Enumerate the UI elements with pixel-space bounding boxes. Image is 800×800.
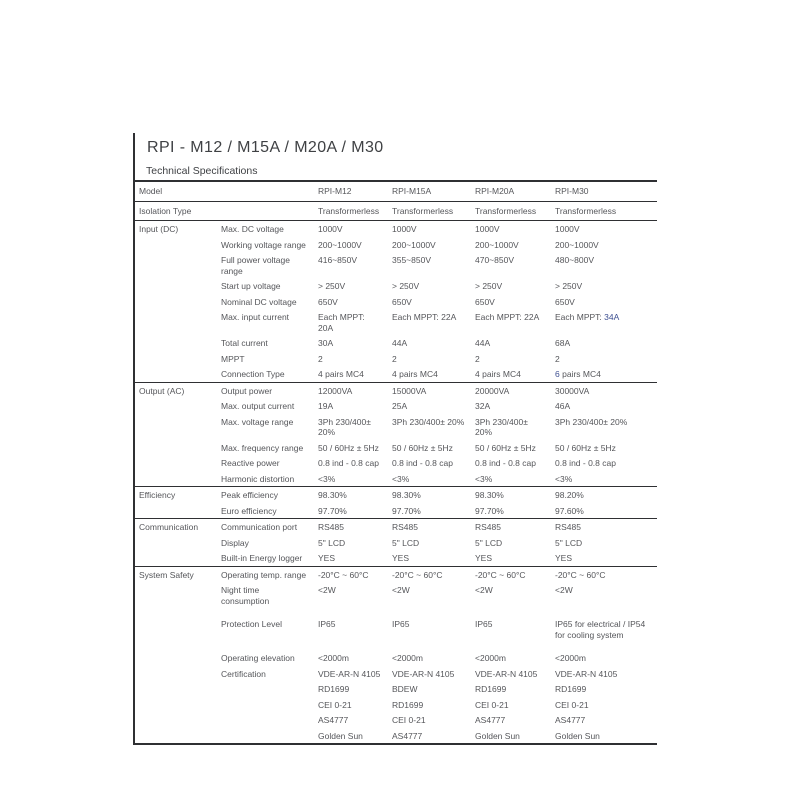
value-cell: 3Ph 230/400± 20% bbox=[475, 416, 528, 437]
value-cell: 2 bbox=[475, 353, 480, 364]
value-cell: YES bbox=[475, 553, 493, 563]
value-cell: RS485 bbox=[392, 522, 418, 532]
value-cell: 200~1000V bbox=[555, 239, 599, 250]
category-cell: Isolation Type bbox=[139, 205, 192, 216]
accent-value: 34A bbox=[604, 312, 620, 322]
value-text: Each MPPT: bbox=[555, 312, 605, 322]
value-cell: 200~1000V bbox=[392, 239, 436, 250]
value-cell: 97.70% bbox=[392, 505, 421, 516]
value-cell: 46A bbox=[555, 401, 571, 411]
value-cell: 30A bbox=[318, 338, 334, 348]
category-cell: Model bbox=[139, 186, 163, 196]
spec-cell: Reactive power bbox=[221, 458, 280, 468]
value-cell: YES bbox=[318, 553, 336, 563]
spec-cell: Total current bbox=[221, 338, 268, 348]
value-cell: 1000V bbox=[392, 224, 417, 234]
value-cell: VDE-AR-N 4105 bbox=[475, 668, 538, 679]
page-title: RPI - M12 / M15A / M20A / M30 bbox=[147, 139, 384, 156]
value-cell: 5" LCD bbox=[318, 537, 346, 548]
value-cell: 3Ph 230/400± 20% bbox=[318, 416, 371, 437]
spec-cell bbox=[221, 681, 318, 697]
value-cell: 650V bbox=[392, 296, 412, 307]
section-output-ac bbox=[135, 382, 657, 487]
value-cell: 98.30% bbox=[318, 490, 347, 500]
value-cell: 416~850V bbox=[318, 255, 357, 265]
value-cell: 44A bbox=[475, 338, 491, 348]
value-cell: CEI 0-21 bbox=[392, 715, 426, 725]
value-cell: 4 pairs MC4 bbox=[392, 369, 438, 379]
spec-cell: Full power voltage range bbox=[221, 255, 290, 276]
value-cell: 30000VA bbox=[555, 385, 590, 396]
section-communication bbox=[135, 519, 657, 567]
value-cell: 0.8 ind - 0.8 cap bbox=[475, 458, 536, 468]
value-cell: IP65 bbox=[392, 619, 410, 629]
value-cell: 44A bbox=[392, 338, 408, 348]
value-cell: AS4777 bbox=[318, 715, 349, 725]
value-cell: 25A bbox=[392, 401, 408, 411]
spec-cell: Peak efficiency bbox=[221, 490, 279, 500]
value-cell bbox=[555, 366, 657, 382]
value-text: pairs MC4 bbox=[559, 369, 601, 379]
value-cell: 355~850V bbox=[392, 255, 431, 265]
value-cell: Each MPPT: 22A bbox=[475, 312, 540, 322]
value-cell: 200~1000V bbox=[475, 239, 519, 250]
spec-cell: Operating temp. range bbox=[221, 569, 307, 580]
spec-cell: Night time consumption bbox=[221, 585, 270, 606]
value-cell: 2 bbox=[555, 353, 560, 364]
value-cell: 50 / 60Hz ± 5Hz bbox=[392, 442, 453, 453]
table-row bbox=[135, 566, 657, 582]
table-row bbox=[135, 181, 657, 201]
value-cell: 480~800V bbox=[555, 255, 594, 265]
value-cell: > 250V bbox=[555, 281, 583, 291]
value-cell: RD1699 bbox=[555, 684, 587, 694]
value-cell: > 250V bbox=[318, 281, 346, 291]
spec-cell: Display bbox=[221, 537, 249, 548]
spec-table bbox=[135, 180, 657, 745]
value-cell: CEI 0-21 bbox=[475, 699, 509, 710]
value-cell: -20°C ~ 60°C bbox=[475, 569, 526, 580]
spec-cell bbox=[221, 712, 318, 728]
value-cell: RPI-M12 bbox=[318, 186, 352, 196]
spec-cell: Certification bbox=[221, 668, 266, 679]
value-cell: 12000VA bbox=[318, 385, 353, 396]
value-cell: AS4777 bbox=[392, 730, 423, 741]
value-cell: Transformerless bbox=[555, 205, 617, 216]
section-isolation-type bbox=[135, 201, 657, 221]
spec-cell bbox=[221, 728, 318, 745]
value-cell: BDEW bbox=[392, 684, 418, 694]
value-cell: 650V bbox=[555, 296, 575, 307]
table-row bbox=[135, 221, 657, 237]
value-cell: CEI 0-21 bbox=[555, 699, 589, 710]
value-cell: 470~850V bbox=[475, 255, 514, 265]
value-cell: <2000m bbox=[555, 653, 586, 663]
value-cell: CEI 0-21 bbox=[318, 699, 352, 710]
spec-cell: Nominal DC voltage bbox=[221, 296, 297, 307]
spec-cell: Start up voltage bbox=[221, 281, 281, 291]
value-cell: <2000m bbox=[392, 653, 423, 663]
value-cell: VDE-AR-N 4105 bbox=[318, 668, 381, 679]
spec-cell: Operating elevation bbox=[221, 653, 295, 663]
value-cell: IP65 bbox=[475, 619, 493, 629]
value-cell: 20000VA bbox=[475, 385, 510, 396]
value-cell: -20°C ~ 60°C bbox=[555, 569, 606, 580]
value-cell bbox=[555, 309, 657, 335]
spec-cell: Max. voltage range bbox=[221, 416, 294, 427]
value-cell: 50 / 60Hz ± 5Hz bbox=[475, 442, 536, 453]
value-cell: Each MPPT: 20A bbox=[318, 312, 365, 333]
value-cell: > 250V bbox=[392, 281, 420, 291]
value-cell: Golden Sun bbox=[318, 730, 363, 741]
section-efficiency bbox=[135, 487, 657, 519]
value-cell: YES bbox=[392, 553, 410, 563]
value-cell: Transformerless bbox=[392, 205, 454, 216]
spec-cell: Communication port bbox=[221, 522, 298, 532]
value-cell: -20°C ~ 60°C bbox=[392, 569, 443, 580]
value-cell: 98.30% bbox=[392, 490, 421, 500]
value-cell: RD1699 bbox=[475, 684, 507, 694]
value-cell: <2W bbox=[392, 585, 410, 595]
value-cell: AS4777 bbox=[555, 715, 586, 725]
category-cell: Input (DC) bbox=[139, 224, 179, 234]
value-cell: 650V bbox=[475, 296, 495, 307]
value-cell: 3Ph 230/400± 20% bbox=[392, 416, 465, 427]
value-cell: <3% bbox=[555, 473, 573, 484]
value-cell: RS485 bbox=[318, 522, 344, 532]
value-cell: <2W bbox=[475, 585, 493, 595]
value-cell: 0.8 ind - 0.8 cap bbox=[392, 458, 453, 468]
section-model bbox=[135, 181, 657, 201]
value-cell: 4 pairs MC4 bbox=[318, 369, 364, 379]
value-cell: 0.8 ind - 0.8 cap bbox=[555, 458, 616, 468]
value-cell: RPI-M30 bbox=[555, 186, 589, 196]
value-cell: <2000m bbox=[475, 653, 506, 663]
spec-cell: Built-in Energy logger bbox=[221, 553, 303, 563]
value-cell: 97.60% bbox=[555, 505, 584, 516]
spec-sheet bbox=[133, 133, 655, 745]
spec-cell: Protection Level bbox=[221, 619, 282, 629]
value-cell: 4 pairs MC4 bbox=[475, 369, 521, 379]
value-cell: 1000V bbox=[555, 224, 580, 234]
spec-cell: Connection Type bbox=[221, 369, 285, 379]
table-row bbox=[135, 487, 657, 503]
category-cell: Efficiency bbox=[139, 490, 176, 500]
value-cell: 32A bbox=[475, 401, 491, 411]
table-row bbox=[135, 382, 657, 398]
spec-cell: Max. output current bbox=[221, 401, 295, 411]
value-cell: > 250V bbox=[475, 281, 503, 291]
spec-cell: Output power bbox=[221, 385, 273, 396]
value-cell: YES bbox=[555, 553, 573, 563]
value-cell: RS485 bbox=[475, 522, 501, 532]
value-cell: <3% bbox=[318, 473, 336, 484]
value-cell: 5" LCD bbox=[392, 537, 420, 548]
section-input-dc bbox=[135, 221, 657, 383]
value-cell: 50 / 60Hz ± 5Hz bbox=[318, 442, 379, 453]
value-cell: 97.70% bbox=[318, 505, 347, 516]
value-cell: <2W bbox=[318, 585, 336, 595]
spec-cell: MPPT bbox=[221, 353, 245, 364]
value-cell: Transformerless bbox=[475, 205, 537, 216]
value-cell: Golden Sun bbox=[555, 730, 600, 741]
value-cell: 1000V bbox=[318, 224, 343, 234]
value-cell: RPI-M15A bbox=[392, 186, 432, 196]
value-cell: 0.8 ind - 0.8 cap bbox=[318, 458, 379, 468]
value-cell: 3Ph 230/400± 20% bbox=[555, 416, 628, 427]
value-cell: 5" LCD bbox=[555, 537, 583, 548]
spec-cell: Max. DC voltage bbox=[221, 224, 284, 234]
value-cell: 68A bbox=[555, 338, 571, 348]
value-cell: <2W bbox=[555, 585, 573, 595]
category-cell: Communication bbox=[139, 522, 199, 532]
value-cell: 650V bbox=[318, 296, 338, 307]
value-cell: AS4777 bbox=[475, 715, 506, 725]
value-cell: VDE-AR-N 4105 bbox=[555, 668, 618, 679]
spec-cell bbox=[221, 181, 318, 201]
category-cell: System Safety bbox=[139, 569, 194, 580]
value-cell: 5" LCD bbox=[475, 537, 503, 548]
value-cell: RD1699 bbox=[392, 699, 424, 710]
section-system-safety bbox=[135, 566, 657, 744]
value-cell: 98.20% bbox=[555, 490, 584, 500]
value-cell: <3% bbox=[475, 473, 493, 484]
value-cell: Each MPPT: 22A bbox=[392, 312, 457, 322]
accent-value: 6 bbox=[555, 369, 560, 379]
value-cell: 97.70% bbox=[475, 505, 504, 516]
spec-cell: Working voltage range bbox=[221, 239, 306, 250]
value-cell: IP65 bbox=[318, 619, 336, 629]
spec-cell bbox=[221, 697, 318, 713]
value-cell: VDE-AR-N 4105 bbox=[392, 668, 455, 679]
value-cell: RD1699 bbox=[318, 684, 350, 694]
value-cell: Transformerless bbox=[318, 205, 380, 216]
spec-cell: Max. frequency range bbox=[221, 442, 304, 453]
spec-cell: Harmonic distortion bbox=[221, 473, 295, 484]
spec-cell: Euro efficiency bbox=[221, 505, 277, 516]
value-cell: 19A bbox=[318, 401, 334, 411]
category-cell: Output (AC) bbox=[139, 385, 185, 396]
value-cell: -20°C ~ 60°C bbox=[318, 569, 369, 580]
table-row bbox=[135, 519, 657, 535]
value-cell: 50 / 60Hz ± 5Hz bbox=[555, 442, 616, 453]
table-row bbox=[135, 201, 657, 221]
value-cell: 1000V bbox=[475, 224, 500, 234]
value-cell: <2000m bbox=[318, 653, 349, 663]
value-cell: RS485 bbox=[555, 522, 581, 532]
value-cell: RPI-M20A bbox=[475, 186, 515, 196]
value-cell: Golden Sun bbox=[475, 730, 520, 741]
value-cell: 200~1000V bbox=[318, 239, 362, 250]
value-cell: 2 bbox=[392, 353, 397, 364]
value-cell: 2 bbox=[318, 353, 323, 364]
value-cell: 15000VA bbox=[392, 385, 427, 396]
value-cell: IP65 for electrical / IP54 for cooling system bbox=[555, 619, 646, 640]
value-cell: <3% bbox=[392, 473, 410, 484]
section-heading: Technical Specifications bbox=[146, 165, 258, 177]
spec-cell bbox=[221, 201, 318, 221]
spec-cell: Max. input current bbox=[221, 312, 290, 322]
value-cell: 98.30% bbox=[475, 490, 504, 500]
